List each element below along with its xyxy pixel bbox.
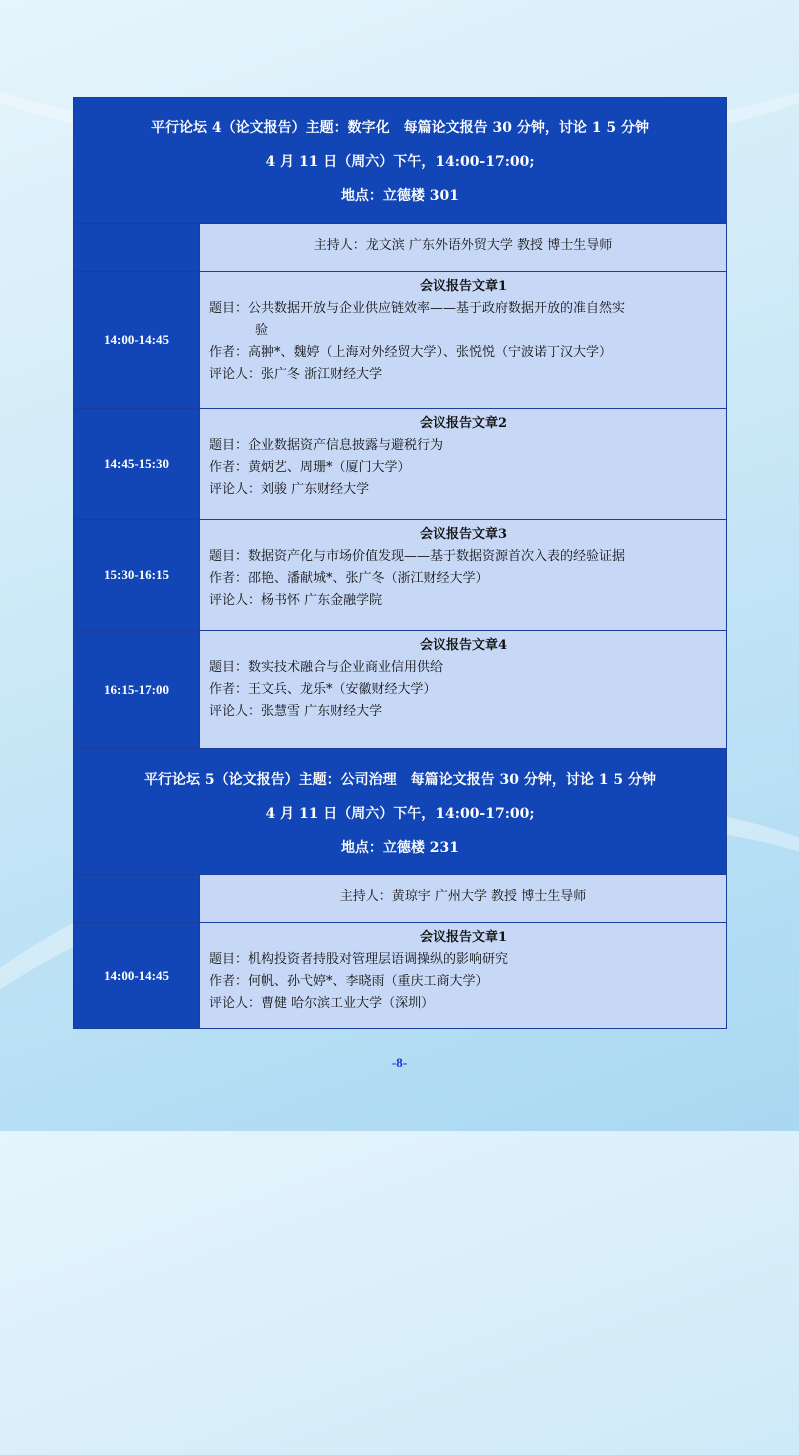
article-topic: 题目：数据资产化与市场价值发现——基于数据资源首次入表的经验证据 <box>209 549 626 564</box>
forum5-article-1-row <box>74 922 726 1028</box>
forum4-location: 地点：立德楼 301 <box>340 188 460 204</box>
article-reviewer: 评论人：杨书怀 广东金融学院 <box>209 593 383 608</box>
forum5-host-row <box>74 874 726 922</box>
article-authors: 作者：何帆、孙弋婷*、李晓雨（重庆工商大学） <box>209 974 489 989</box>
article-cell <box>199 520 726 630</box>
article-topic: 题目：公共数据开放与企业供应链效率——基于政府数据开放的准自然实 <box>209 301 626 316</box>
forum4-date: 4 月 11 日（周六）下午，14:00-17:00; <box>265 154 535 170</box>
forum4-article-3-row <box>74 519 726 630</box>
article-heading: 会议报告文章1 <box>419 279 508 294</box>
forum5-header <box>74 748 726 874</box>
article-cell <box>199 409 726 519</box>
article-authors: 作者：黄炳艺、周珊*（厦门大学） <box>209 460 411 475</box>
article-cell <box>199 631 726 748</box>
article-authors: 作者：王文兵、龙乐*（安徽财经大学） <box>209 682 437 697</box>
forum4-header <box>74 98 726 223</box>
article-cell <box>199 923 726 1028</box>
page-number: -8- <box>391 1055 408 1070</box>
forum5-date: 4 月 11 日（周六）下午，14:00-17:00; <box>265 806 535 822</box>
host-time-cell <box>74 224 199 271</box>
host-time-cell <box>74 875 199 922</box>
forum4-article-1-row <box>74 271 726 408</box>
forum5-host: 主持人：黄琼宇 广州大学 教授 博士生导师 <box>199 875 726 922</box>
article-reviewer: 评论人：曹健 哈尔滨工业大学（深圳） <box>209 996 435 1011</box>
article-authors: 作者：邵艳、潘献城*、张广冬（浙江财经大学） <box>209 571 489 586</box>
article-reviewer: 评论人：张慧雪 广东财经大学 <box>209 704 383 719</box>
article-heading: 会议报告文章1 <box>419 930 508 945</box>
article-cell <box>199 272 726 408</box>
time-slot: 14:00-14:45 <box>74 923 199 1028</box>
forum5-title: 平行论坛 5（论文报告）主题：公司治理 每篇论文报告 30 分钟，讨论 1 5 分钟 <box>144 772 656 788</box>
article-heading: 会议报告文章4 <box>419 638 508 653</box>
article-reviewer: 评论人：刘骏 广东财经大学 <box>209 482 370 497</box>
forum4-host-row <box>74 223 726 271</box>
forum5-location: 地点：立德楼 231 <box>340 840 460 856</box>
article-authors: 作者：高翀*、魏婷（上海对外经贸大学）、张悦悦（宁波诺丁汉大学） <box>209 345 613 360</box>
article-topic: 题目：企业数据资产信息披露与避税行为 <box>209 438 444 453</box>
time-slot: 14:45-15:30 <box>74 409 199 519</box>
forum4-title: 平行论坛 4（论文报告）主题：数字化 每篇论文报告 30 分钟，讨论 1 5 分钟 <box>151 120 649 136</box>
article-topic: 题目：机构投资者持股对管理层语调操纵的影响研究 <box>209 952 509 967</box>
time-slot: 15:30-16:15 <box>74 520 199 630</box>
forum4-host: 主持人：龙文滨 广东外语外贸大学 教授 博士生导师 <box>199 224 726 271</box>
forum4-article-2-row <box>74 408 726 519</box>
time-slot: 16:15-17:00 <box>74 631 199 748</box>
time-slot: 14:00-14:45 <box>74 272 199 408</box>
article-topic-continued: 验 <box>255 323 269 338</box>
article-heading: 会议报告文章2 <box>419 416 508 431</box>
forum4-article-4-row <box>74 630 726 748</box>
schedule-table <box>73 97 727 1029</box>
article-reviewer: 评论人：张广冬 浙江财经大学 <box>209 367 383 382</box>
article-topic: 题目：数实技术融合与企业商业信用供给 <box>209 660 444 675</box>
article-heading: 会议报告文章3 <box>419 527 508 542</box>
